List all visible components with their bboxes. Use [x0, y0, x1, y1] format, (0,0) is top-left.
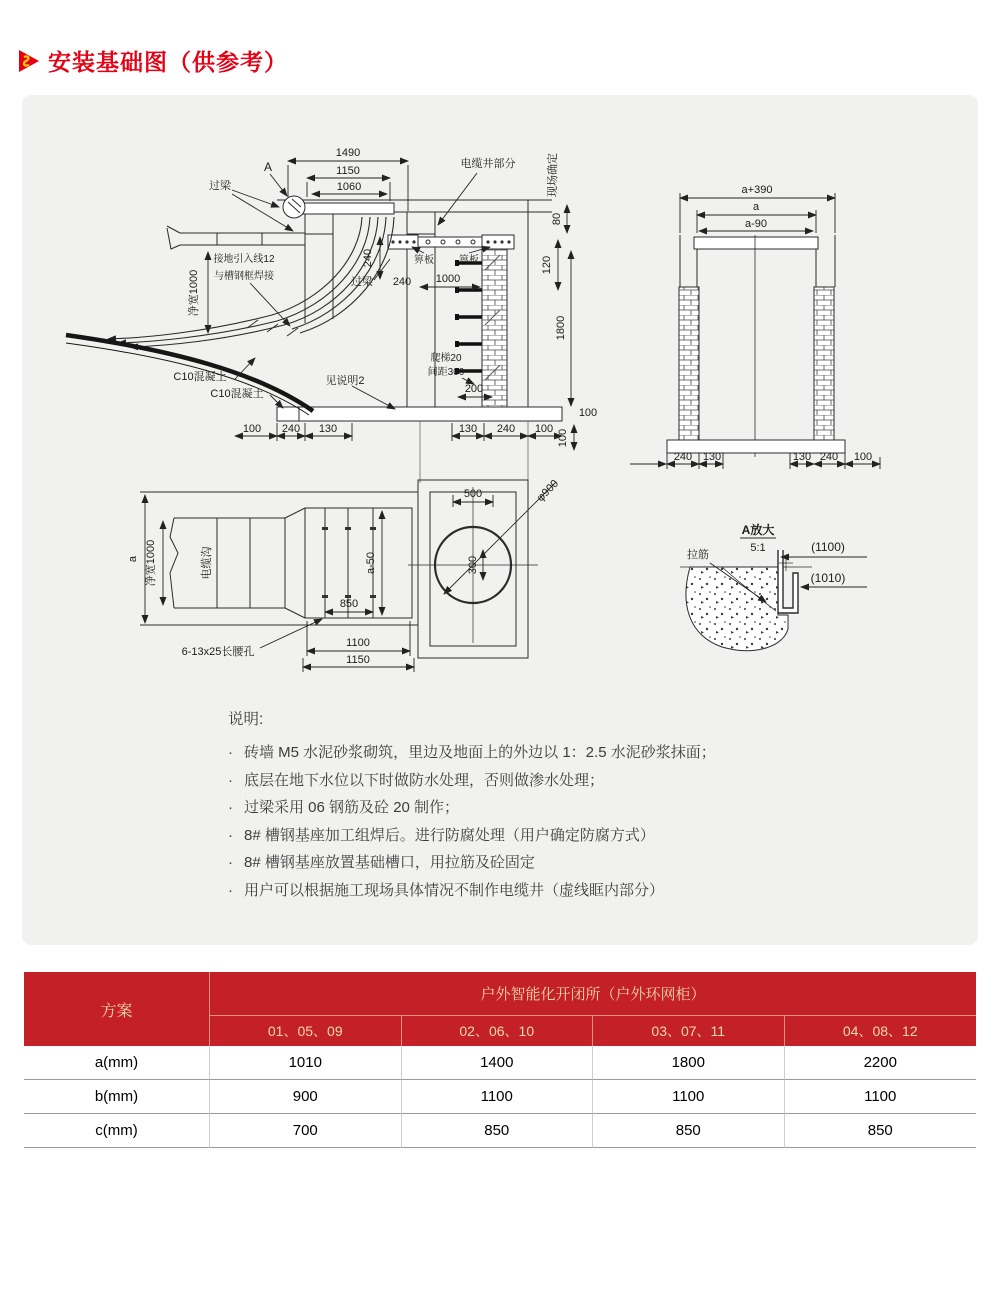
note-text: 砖墙 M5 水泥砂浆砌筑，里边及地面上的外边以 1：2.5 水泥砂浆抹面； — [244, 744, 716, 761]
plan-texts — [127, 478, 561, 666]
dim-200: 200 — [464, 383, 484, 395]
table-cell: 850 — [593, 1114, 785, 1148]
note-item — [228, 794, 958, 822]
note-item — [228, 767, 958, 795]
dim-bottom-130a: 130 — [318, 423, 338, 435]
grate-label-1: 箅板 — [414, 255, 434, 266]
tie-bar-label: 拉筋 — [687, 549, 709, 561]
note-item — [228, 849, 958, 877]
dim-1490: 1490 — [335, 147, 361, 159]
detail-a-scale: 5:1 — [750, 542, 766, 554]
foundation-drawing — [22, 95, 978, 695]
table-cell: 2200 — [785, 1046, 977, 1080]
dim-120: 120 — [541, 255, 553, 275]
slot-holes-label: 6-13x25长腰孔 — [181, 646, 255, 658]
page-title: 安装基础图（供参考） — [48, 49, 288, 75]
table-cell: 850 — [402, 1114, 594, 1148]
dim-100-right: 100 — [578, 407, 598, 419]
note-text: 8# 槽钢基座放置基础槽口，用拉筋及砼固定 — [244, 854, 535, 871]
note-item — [228, 822, 958, 850]
notes-heading: 说明: — [228, 711, 264, 728]
cable-trench-label: 电缆沟 — [201, 546, 213, 580]
plan-dim-300: 300 — [467, 555, 479, 575]
dim-1150: 1150 — [336, 165, 360, 177]
bullet: · — [228, 799, 233, 816]
table-cell: 850 — [785, 1114, 977, 1148]
elev-dim-130b: 130 — [792, 451, 812, 463]
net-width-label: 净宽1000 — [188, 269, 200, 317]
bullet: · — [228, 881, 233, 899]
plan-dim-phi900: φ900 — [534, 477, 562, 505]
cable-well-label: 电缆井部分 — [460, 158, 516, 170]
dim-a90: a-90 — [744, 218, 768, 230]
table-header-col-3: 03、07、11 — [593, 1016, 785, 1046]
elev-dim-240a: 240 — [673, 451, 693, 463]
table-row-label: c(mm) — [24, 1114, 210, 1148]
bullet: · — [228, 854, 233, 871]
ladder-label-1: 爬梯20 — [430, 353, 462, 364]
plan-dim-1100: 1100 — [346, 637, 370, 649]
bullet: · — [228, 826, 233, 844]
elev-dim-240b: 240 — [819, 451, 839, 463]
plan-dim-500: 500 — [463, 488, 483, 500]
elevation-texts — [674, 184, 872, 463]
page-header — [18, 44, 288, 77]
note-text: 过梁采用 06 钢筋及砼 20 制作； — [244, 799, 460, 816]
plan-net-width: 净宽1000 — [145, 539, 157, 587]
notes-section — [228, 707, 958, 904]
dim-1000: 1000 — [435, 273, 461, 285]
dim-bottom-100a: 100 — [242, 423, 262, 435]
detail-dim-1100: (1100) — [811, 540, 845, 554]
dim-100-rot: 100 — [557, 428, 569, 448]
dim-240-v: 240 — [362, 248, 374, 268]
plan-dim-850: 850 — [339, 598, 359, 610]
dim-a: a — [752, 201, 760, 213]
table-header-col-4: 04、08、12 — [785, 1016, 977, 1046]
table-cell: 1100 — [785, 1080, 977, 1114]
table-header-scheme: 方案 — [24, 972, 210, 1046]
table-row-label: a(mm) — [24, 1046, 210, 1080]
table-cell: 700 — [210, 1114, 402, 1148]
section-marker-icon — [18, 49, 40, 73]
bullet: · — [228, 771, 233, 789]
detail-a-ref: A — [263, 160, 273, 174]
see-note-label: 见说明2 — [325, 375, 365, 387]
dim-1060: 1060 — [336, 181, 362, 193]
table-cell: 1100 — [593, 1080, 785, 1114]
table-cell: 900 — [210, 1080, 402, 1114]
table-cell: 1100 — [402, 1080, 594, 1114]
table-cell: 1800 — [593, 1046, 785, 1080]
lintel-label-2: 过梁 — [351, 276, 373, 288]
elevation-view — [667, 235, 845, 457]
c10-label-2: C10混凝土 — [210, 388, 264, 400]
table-row-label: b(mm) — [24, 1080, 210, 1114]
lintel-label: 过梁 — [209, 180, 231, 192]
table-header-col-2: 02、06、10 — [402, 1016, 594, 1046]
note-text: 底层在地下水位以下时做防水处理，否则做渗水处理； — [244, 771, 605, 789]
dim-bottom-100b: 100 — [534, 423, 554, 435]
note-item — [228, 877, 958, 905]
dim-1800: 1800 — [555, 315, 567, 341]
dim-80: 80 — [551, 212, 563, 226]
dim-bottom-240a: 240 — [281, 423, 301, 435]
dim-bottom-240b: 240 — [496, 423, 516, 435]
note-item — [228, 739, 958, 767]
grate-label-2: 箅板 — [459, 255, 479, 266]
table-header-col-1: 01、05、09 — [210, 1016, 402, 1046]
table-header-group: 户外智能化开闭所（户外环网柜） — [210, 972, 976, 1016]
detail-dim-1010: (1010) — [810, 571, 846, 585]
ground-lead-label-2: 与槽钢框焊接 — [214, 271, 274, 282]
plan-dim-1150: 1150 — [346, 654, 370, 666]
bullet: · — [228, 744, 233, 761]
note-text: 用户可以根据施工现场具体情况不制作电缆井（虚线眶内部分） — [244, 881, 665, 899]
plan-dim-a50: a-50 — [365, 551, 377, 575]
spec-table — [24, 972, 976, 1148]
elev-dim-100: 100 — [853, 451, 873, 463]
dim-240-h: 240 — [392, 276, 412, 288]
dim-bottom-130b: 130 — [458, 423, 478, 435]
detail-a-title: A放大 — [741, 523, 775, 537]
section-view — [66, 196, 562, 483]
elev-dim-130a: 130 — [702, 451, 722, 463]
ladder-label-2: 间距300 — [427, 367, 465, 378]
c10-label-1: C10混凝土 — [173, 371, 227, 383]
site-confirm-label: 现场确定 — [547, 153, 559, 197]
dim-a390: a+390 — [741, 184, 773, 196]
drawing-panel — [22, 95, 978, 945]
table-cell: 1010 — [210, 1046, 402, 1080]
note-text: 8# 槽钢基座加工组焊后。进行防腐处理（用户确定防腐方式） — [244, 826, 655, 844]
plan-dim-a: a — [127, 555, 139, 563]
table-cell: 1400 — [402, 1046, 594, 1080]
ground-lead-label-1: 接地引入线12 — [213, 254, 275, 265]
